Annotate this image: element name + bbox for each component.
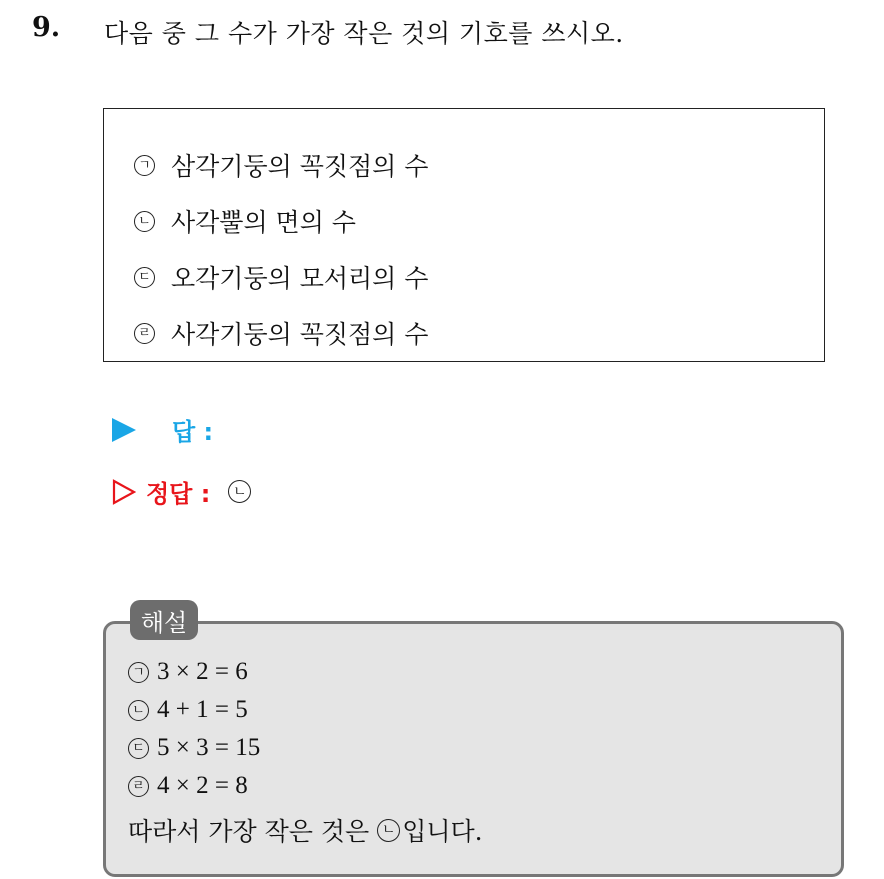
solution-symbol: ㄷ [128, 738, 149, 759]
outline-triangle-icon [112, 479, 136, 505]
correct-answer-row [112, 474, 251, 509]
choice-text: 오각기둥의 모서리의 수 [171, 264, 429, 293]
solution-expr: 4 × 2 = 8 [157, 772, 248, 799]
filled-triangle-icon [112, 418, 136, 442]
solution-symbol: ㄴ [128, 700, 149, 721]
correct-answer-value: ㄴ [228, 480, 251, 503]
solution-tab: 해설 [130, 600, 198, 640]
choice-item [134, 147, 428, 183]
solution-expr: 4 + 1 = 5 [157, 696, 248, 723]
choice-item [134, 315, 428, 351]
answer-label: 답 : [172, 418, 214, 446]
choice-item [134, 203, 356, 239]
choice-symbol: ㄱ [134, 155, 155, 176]
solution-line [128, 734, 260, 762]
correct-answer-label: 정답 : [146, 480, 211, 508]
solution-symbol: ㄹ [128, 776, 149, 797]
solution-conclusion [128, 812, 483, 848]
solution-box [103, 621, 844, 877]
question-text: 다음 중 그 수가 가장 작은 것의 기호를 쓰시오. [104, 19, 624, 48]
answer-row [112, 412, 213, 447]
choice-item [134, 259, 428, 295]
solution-line [128, 696, 248, 724]
choice-box [103, 108, 825, 362]
solution-line [128, 772, 248, 800]
choice-symbol: ㄷ [134, 267, 155, 288]
choice-symbol: ㄴ [134, 211, 155, 232]
solution-expr: 5 × 3 = 15 [157, 734, 261, 761]
choice-text: 사각뿔의 면의 수 [171, 208, 356, 237]
solution-expr: 3 × 2 = 6 [157, 658, 248, 685]
choice-text: 삼각기둥의 꼭짓점의 수 [171, 152, 429, 181]
solution-conclusion-suffix: 입니다. [402, 817, 483, 846]
solution-conclusion-symbol: ㄴ [377, 819, 400, 842]
solution-symbol: ㄱ [128, 662, 149, 683]
question-number: 9. [32, 12, 61, 43]
choice-symbol: ㄹ [134, 323, 155, 344]
solution-conclusion-prefix: 따라서 가장 작은 것은 [128, 817, 370, 846]
solution-line [128, 658, 248, 686]
choice-text: 사각기둥의 꼭짓점의 수 [171, 320, 429, 349]
